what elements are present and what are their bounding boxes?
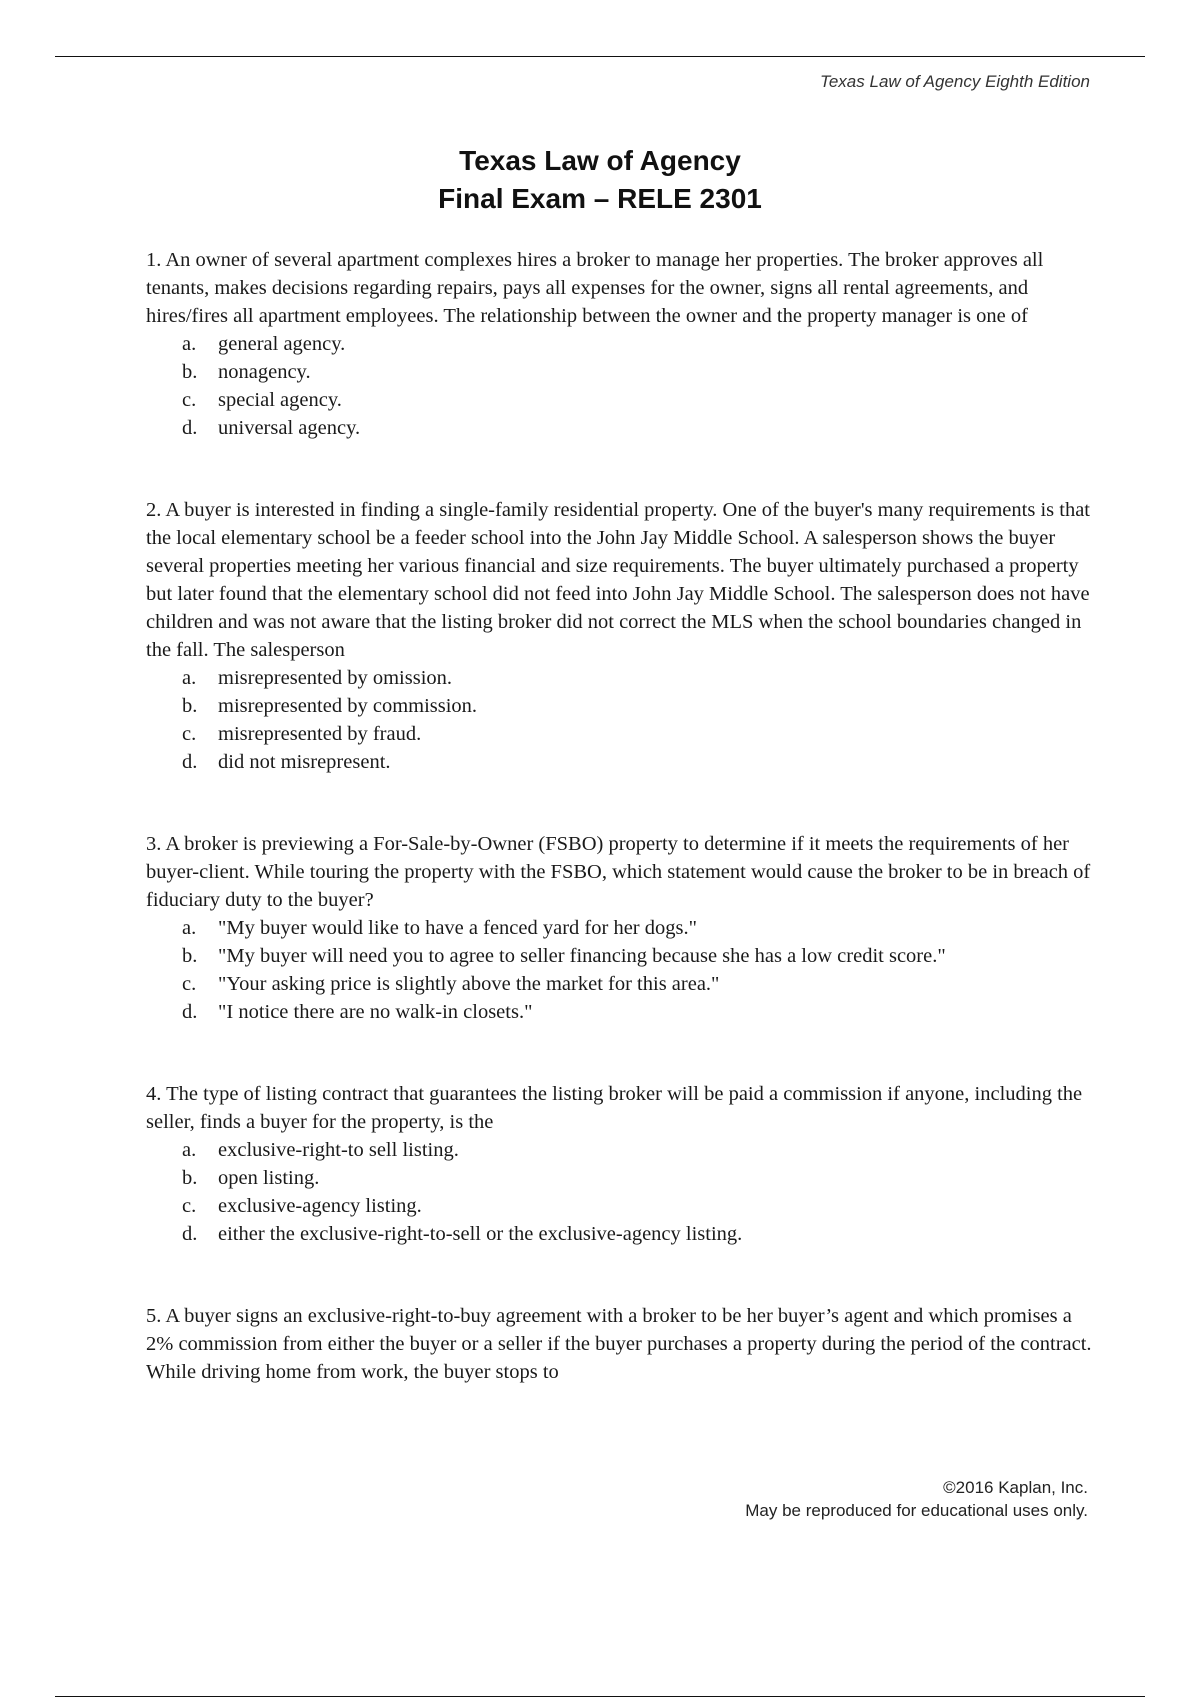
option-letter: b. — [182, 1167, 198, 1189]
answer-option — [146, 414, 1096, 442]
option-letter: a. — [182, 667, 197, 689]
answer-option — [146, 1220, 1096, 1248]
question-stem: 4. The type of listing contract that guarantees the listing broker will be paid a commission if anyone, including the seller, finds a buyer for the property, is the — [146, 1083, 1083, 1133]
question-stem: 1. An owner of several apartment complexes hires a broker to manage her properties. The broker approves all tenants, makes decisions regarding repairs, pays all expenses for the owner, signs all rental agreements, and hires/fires all apartment employees. The relationship between the owner and the property manager is one of — [146, 249, 1044, 327]
answer-option — [146, 1164, 1096, 1192]
option-text: "My buyer will need you to agree to seller financing because she has a low credit score." — [218, 945, 946, 967]
option-text: misrepresented by omission. — [218, 667, 453, 689]
answer-options — [146, 1136, 1096, 1248]
answer-option — [146, 330, 1096, 358]
question-stem: 3. A broker is previewing a For-Sale-by-Owner (FSBO) property to determine if it meets the requirements of her buyer-client. While touring the property with the FSBO, which statement would cause the broker to be in breach of fiduciary duty to the buyer? — [146, 833, 1091, 911]
exam-questions — [146, 246, 1096, 1386]
bottom-rule — [55, 1696, 1145, 1697]
answer-option — [146, 358, 1096, 386]
question-5 — [146, 1302, 1096, 1386]
title-line-1: Texas Law of Agency — [459, 145, 741, 176]
option-text: "I notice there are no walk-in closets." — [218, 1001, 533, 1023]
top-rule — [55, 56, 1145, 57]
option-text: did not misrepresent. — [218, 751, 391, 773]
option-letter: a. — [182, 333, 197, 355]
title-line-2: Final Exam – RELE 2301 — [438, 183, 762, 214]
answer-option — [146, 942, 1096, 970]
option-letter: d. — [182, 1223, 198, 1245]
option-letter: d. — [182, 1001, 198, 1023]
answer-option — [146, 1136, 1096, 1164]
option-letter: c. — [182, 389, 197, 411]
running-header: Texas Law of Agency Eighth Edition — [820, 72, 1090, 91]
answer-option — [146, 1192, 1096, 1220]
option-letter: b. — [182, 695, 198, 717]
question-2 — [146, 496, 1096, 776]
answer-option — [146, 914, 1096, 942]
question-stem: 5. A buyer signs an exclusive-right-to-buy agreement with a broker to be her buyer’s agent and which promises a 2% commission from either the buyer or a seller if the buyer purchases a property during the period of the contract. While driving home from work, the buyer stops to — [146, 1305, 1092, 1383]
option-letter: c. — [182, 723, 197, 745]
option-text: special agency. — [218, 389, 342, 411]
option-text: misrepresented by commission. — [218, 695, 478, 717]
option-letter: b. — [182, 945, 198, 967]
option-text: general agency. — [218, 333, 346, 355]
option-text: nonagency. — [218, 361, 311, 383]
question-stem: 2. A buyer is interested in finding a single-family residential property. One of the buyer's many requirements is that the local elementary school be a feeder school into the John Jay Middle School. A salesperson shows the buyer several properties meeting her various financial and size requirements. The buyer ultimately purchased a property but later found that the elementary school did not feed into John Jay Middle School. The salesperson does not have children and was not aware that the listing broker did not correct the MLS when the school boundaries changed in the fall. The salesperson — [146, 499, 1090, 661]
answer-option — [146, 692, 1096, 720]
option-text: "My buyer would like to have a fenced yard for her dogs." — [218, 917, 697, 939]
option-letter: d. — [182, 417, 198, 439]
answer-option — [146, 664, 1096, 692]
option-letter: a. — [182, 917, 197, 939]
option-text: exclusive-right-to sell listing. — [218, 1139, 459, 1161]
option-text: misrepresented by fraud. — [218, 723, 422, 745]
answer-options — [146, 914, 1096, 1026]
answer-options — [146, 664, 1096, 776]
question-1 — [146, 246, 1096, 442]
option-text: universal agency. — [218, 417, 361, 439]
option-letter: d. — [182, 751, 198, 773]
answer-options — [146, 330, 1096, 442]
option-text: "Your asking price is slightly above the market for this area." — [218, 973, 720, 995]
answer-option — [146, 386, 1096, 414]
option-text: either the exclusive-right-to-sell or the exclusive-agency listing. — [218, 1223, 743, 1245]
page-footer — [745, 1476, 1088, 1522]
option-text: open listing. — [218, 1167, 320, 1189]
reproduction-notice: May be reproduced for educational uses only. — [745, 1501, 1088, 1520]
option-letter: c. — [182, 1195, 197, 1217]
option-text: exclusive-agency listing. — [218, 1195, 422, 1217]
answer-option — [146, 970, 1096, 998]
question-4 — [146, 1080, 1096, 1248]
option-letter: a. — [182, 1139, 197, 1161]
answer-option — [146, 748, 1096, 776]
answer-option — [146, 998, 1096, 1026]
question-3 — [146, 830, 1096, 1026]
option-letter: b. — [182, 361, 198, 383]
page-title — [0, 142, 1200, 218]
option-letter: c. — [182, 973, 197, 995]
copyright-notice: ©2016 Kaplan, Inc. — [943, 1478, 1088, 1497]
answer-option — [146, 720, 1096, 748]
